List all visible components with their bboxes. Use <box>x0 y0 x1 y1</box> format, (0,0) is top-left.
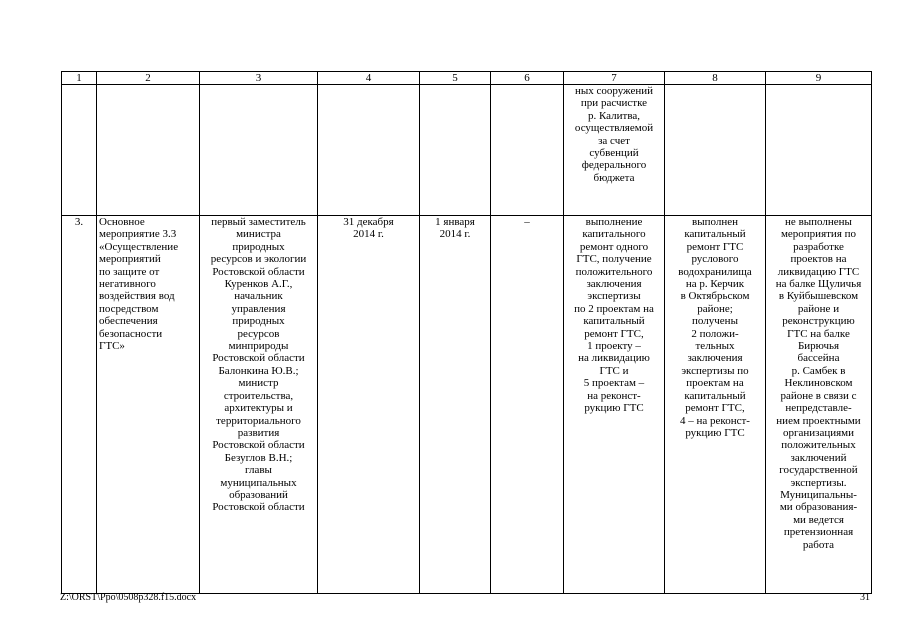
cell-text-line: Куренков А.Г., <box>224 278 293 291</box>
cell-text-line: на балке Щуличья <box>775 278 862 291</box>
actual-end-date-cell: – <box>491 216 564 594</box>
column-number-5: 5 <box>420 72 491 85</box>
column-number-8: 8 <box>665 72 766 85</box>
cont-cell-6 <box>491 85 564 216</box>
cell-text-line: Ростовской области <box>212 265 305 278</box>
cell-text-line: капитальный <box>583 315 645 328</box>
cell-text-line: ремонт одного <box>579 240 649 253</box>
cell-text-line: районе в связи с <box>780 389 857 402</box>
cell-text-line: Ростовской области <box>212 439 305 452</box>
cell-text-line: капитального <box>582 228 646 241</box>
cont-cell-7 <box>564 85 665 216</box>
cell-text-line: мероприятия по <box>780 228 857 241</box>
cont-cell-1 <box>62 85 97 216</box>
cell-text-line: ресурсов и экологии <box>210 253 307 266</box>
cell-text-line: ми ведется <box>793 513 844 526</box>
actual-results-cell <box>665 216 766 594</box>
cell-text-line: Муниципальны- <box>780 488 857 501</box>
cell-text-line: территориального <box>216 414 301 427</box>
cell-text-line: мероприятий <box>99 253 161 266</box>
cell-text-line: Безуглов В.Н.; <box>224 451 293 464</box>
cell-text-line: осуществляемой <box>574 122 654 135</box>
column-number-4: 4 <box>318 72 420 85</box>
cell-text-line: ремонт ГТС <box>686 240 744 253</box>
cell-text-line: разработке <box>793 240 844 253</box>
cell-text-line: экспертизы по <box>681 364 749 377</box>
column-number-9: 9 <box>766 72 872 85</box>
cell-text-line: посредством <box>99 302 159 315</box>
cell-text-line: проектов на <box>790 253 847 266</box>
cell-text-line: 2014 г. <box>353 228 384 241</box>
cont-cell-4 <box>318 85 420 216</box>
cell-text-line: ГТС и <box>599 364 629 377</box>
cell-text-line: капитальный <box>684 228 746 241</box>
report-table <box>61 71 872 594</box>
cell-text-line: Балонкина Ю.В.; <box>218 364 299 377</box>
cell-text-line: министр <box>238 377 279 390</box>
cell-text-line: 1 проекту – <box>587 340 641 353</box>
cell-text-line: районе и <box>797 302 840 315</box>
cell-text-line: тельных <box>695 340 735 353</box>
cell-text-line: воздействия вод <box>99 290 175 303</box>
cell-text-line: строительства, <box>223 389 294 402</box>
cell-text-line: природных <box>232 315 285 328</box>
cell-text-line: ГТС, получение <box>576 253 652 266</box>
cell-text-line: на р. Керчик <box>685 278 745 291</box>
cell-text-line: минприроды <box>228 340 289 353</box>
cell-text-line: ГТС на балке <box>787 327 850 340</box>
cell-text-line: «Осуществление <box>99 240 179 253</box>
cell-text-line: претензионная <box>783 526 854 539</box>
cell-text-line: положительного <box>575 265 653 278</box>
cell-text-line: в Октябрьском <box>680 290 750 303</box>
table-row <box>62 216 872 594</box>
cell-text-line: безопасности <box>99 327 163 340</box>
cell-text-line: главы <box>245 464 272 477</box>
column-number-3: 3 <box>200 72 318 85</box>
cell-text-line: проектам на <box>686 377 744 390</box>
cell-text-line: ремонт ГТС, <box>685 402 745 415</box>
cell-text-line: ми образования- <box>779 501 858 514</box>
cell-text-line: за счет <box>598 134 630 147</box>
cell-text-line: непредставле- <box>785 402 852 415</box>
cell-text-line: экспертизы <box>587 290 641 303</box>
cell-text-line: природных <box>232 240 285 253</box>
cell-text-line: первый заместитель <box>211 216 306 228</box>
cell-text-line: начальник <box>234 290 283 303</box>
measure-name-cell <box>97 216 200 594</box>
cell-text-line: водохранилища <box>678 265 752 278</box>
cell-text-line: заключений <box>790 451 847 464</box>
page-number: 31 <box>860 592 870 603</box>
cell-text-line: на реконст- <box>587 389 641 402</box>
cell-text-line: 1 января <box>435 216 475 228</box>
cell-text-line: выполнен <box>692 216 738 228</box>
cell-text-line: развития <box>237 426 280 439</box>
cell-text-line: 5 проектам – <box>583 377 645 390</box>
cell-text-line: муниципальных <box>220 476 297 489</box>
cell-text-line: 4 – на реконст- <box>680 414 750 427</box>
column-number-6: 6 <box>491 72 564 85</box>
cell-text-line: Основное <box>99 216 145 228</box>
cont-cell-2 <box>97 85 200 216</box>
cell-text-line: руслового <box>691 253 739 266</box>
cont-cell-9 <box>766 85 872 216</box>
planned-results-cell <box>564 216 665 594</box>
cell-text-line: 31 декабря <box>343 216 394 228</box>
cell-text-line: при расчистке <box>580 97 648 110</box>
cell-text-line: рукцию ГТС <box>584 402 644 415</box>
cont-cell-8 <box>665 85 766 216</box>
cell-text-line: экспертизы. <box>790 476 847 489</box>
cell-text-line: мероприятие 3.3 <box>99 228 177 241</box>
cell-text-line: ных сооружений <box>574 85 654 97</box>
file-path-footer: Z:\ORST\Ppo\0508p328.f15.docx <box>60 592 197 603</box>
cell-text-line: по 2 проектам на <box>574 302 654 315</box>
cell-text-line: образований <box>229 488 288 501</box>
column-number-2: 2 <box>97 72 200 85</box>
cell-text-line: 2014 г. <box>439 228 471 241</box>
cell-text-line: положительных <box>781 439 856 452</box>
cell-text-line: заключения <box>687 352 743 365</box>
cell-text-line: рукцию ГТС <box>685 426 745 439</box>
column-number-row <box>62 72 872 85</box>
cell-text-line: ГТС» <box>99 340 125 353</box>
continuation-row <box>62 85 872 216</box>
cell-text-line: Неклиновском <box>784 377 853 390</box>
cell-text-line: выполнение <box>585 216 643 228</box>
cell-text-line: р. Самбек в <box>791 364 846 377</box>
cell-text-line: получены <box>692 315 738 328</box>
cell-text-line: районе; <box>697 302 733 315</box>
cell-text-line: Ростовской области <box>212 501 305 514</box>
cell-text-line: субвенций <box>589 147 639 160</box>
cell-text-line: организациями <box>782 426 855 439</box>
column-number-7: 7 <box>564 72 665 85</box>
cell-text-line: министра <box>236 228 281 241</box>
cell-text-line: государственной <box>779 464 858 477</box>
problems-cell <box>766 216 872 594</box>
cell-text-line: нием проектными <box>776 414 861 427</box>
planned-date-cell <box>318 216 420 594</box>
column-number-1: 1 <box>62 72 97 85</box>
cell-text-line: реконструкцию <box>782 315 855 328</box>
cell-text-line: работа <box>802 538 835 551</box>
cell-text-line: 2 положи- <box>691 327 739 340</box>
cell-text-line: ресурсов <box>237 327 280 340</box>
cell-text-line: управления <box>231 302 286 315</box>
cont-cell-5 <box>420 85 491 216</box>
responsible-executor-cell <box>200 216 318 594</box>
cell-text-line: Бирючья <box>797 340 840 353</box>
cell-text-line: обеспечения <box>99 315 158 328</box>
cell-text-line: ликвидацию ГТС <box>777 265 860 278</box>
cell-text-line: капитальный <box>684 389 746 402</box>
cell-text-line: архитектуры и <box>224 402 293 415</box>
cell-text-line: бассейна <box>797 352 840 365</box>
cell-text-line: ремонт ГТС, <box>584 327 644 340</box>
cell-text-line: р. Калитва, <box>587 109 641 122</box>
cell-text-line: негативного <box>99 278 156 291</box>
cell-text-line: федерального <box>581 159 647 172</box>
row-number: 3. <box>62 216 97 594</box>
cell-text-line: в Куйбышевском <box>778 290 859 303</box>
cell-text-line: не выполнены <box>785 216 852 228</box>
cell-text-line: Ростовской области <box>212 352 305 365</box>
cont-cell-3 <box>200 85 318 216</box>
cell-text-line: по защите от <box>99 265 160 278</box>
actual-start-date-cell <box>420 216 491 594</box>
cell-text-line: на ликвидацию <box>578 352 650 365</box>
cell-text-line: бюджета <box>593 171 635 184</box>
cell-text-line: заключения <box>586 278 642 291</box>
